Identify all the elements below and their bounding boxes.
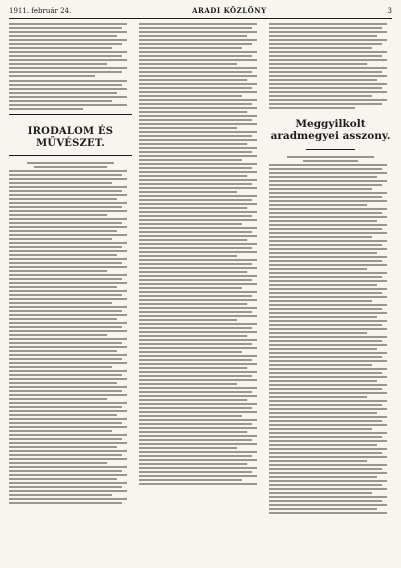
text-block bbox=[269, 23, 392, 109]
page-header bbox=[9, 6, 392, 16]
column-left bbox=[9, 23, 132, 561]
article-headline: Meggyilkolt aradmegyei asszony. bbox=[270, 118, 391, 142]
columns bbox=[9, 23, 392, 561]
section-top-rule bbox=[9, 114, 132, 115]
text-block bbox=[9, 162, 132, 504]
text-block bbox=[9, 80, 132, 110]
text-block bbox=[9, 23, 132, 77]
text-block bbox=[139, 23, 262, 485]
text-block bbox=[269, 156, 392, 514]
section-bottom-rule bbox=[9, 155, 132, 156]
headline-rule bbox=[306, 149, 355, 150]
section-title: IRODALOM ÉS MŰVÉSZET. bbox=[27, 126, 114, 149]
newspaper-title: ARADI KÖZLÖNY bbox=[192, 6, 267, 15]
header-date: 1911. február 24. bbox=[9, 7, 72, 15]
column-middle bbox=[139, 23, 262, 561]
column-right bbox=[269, 23, 392, 561]
page-number: 3 bbox=[387, 7, 392, 15]
header-rule bbox=[9, 18, 392, 19]
